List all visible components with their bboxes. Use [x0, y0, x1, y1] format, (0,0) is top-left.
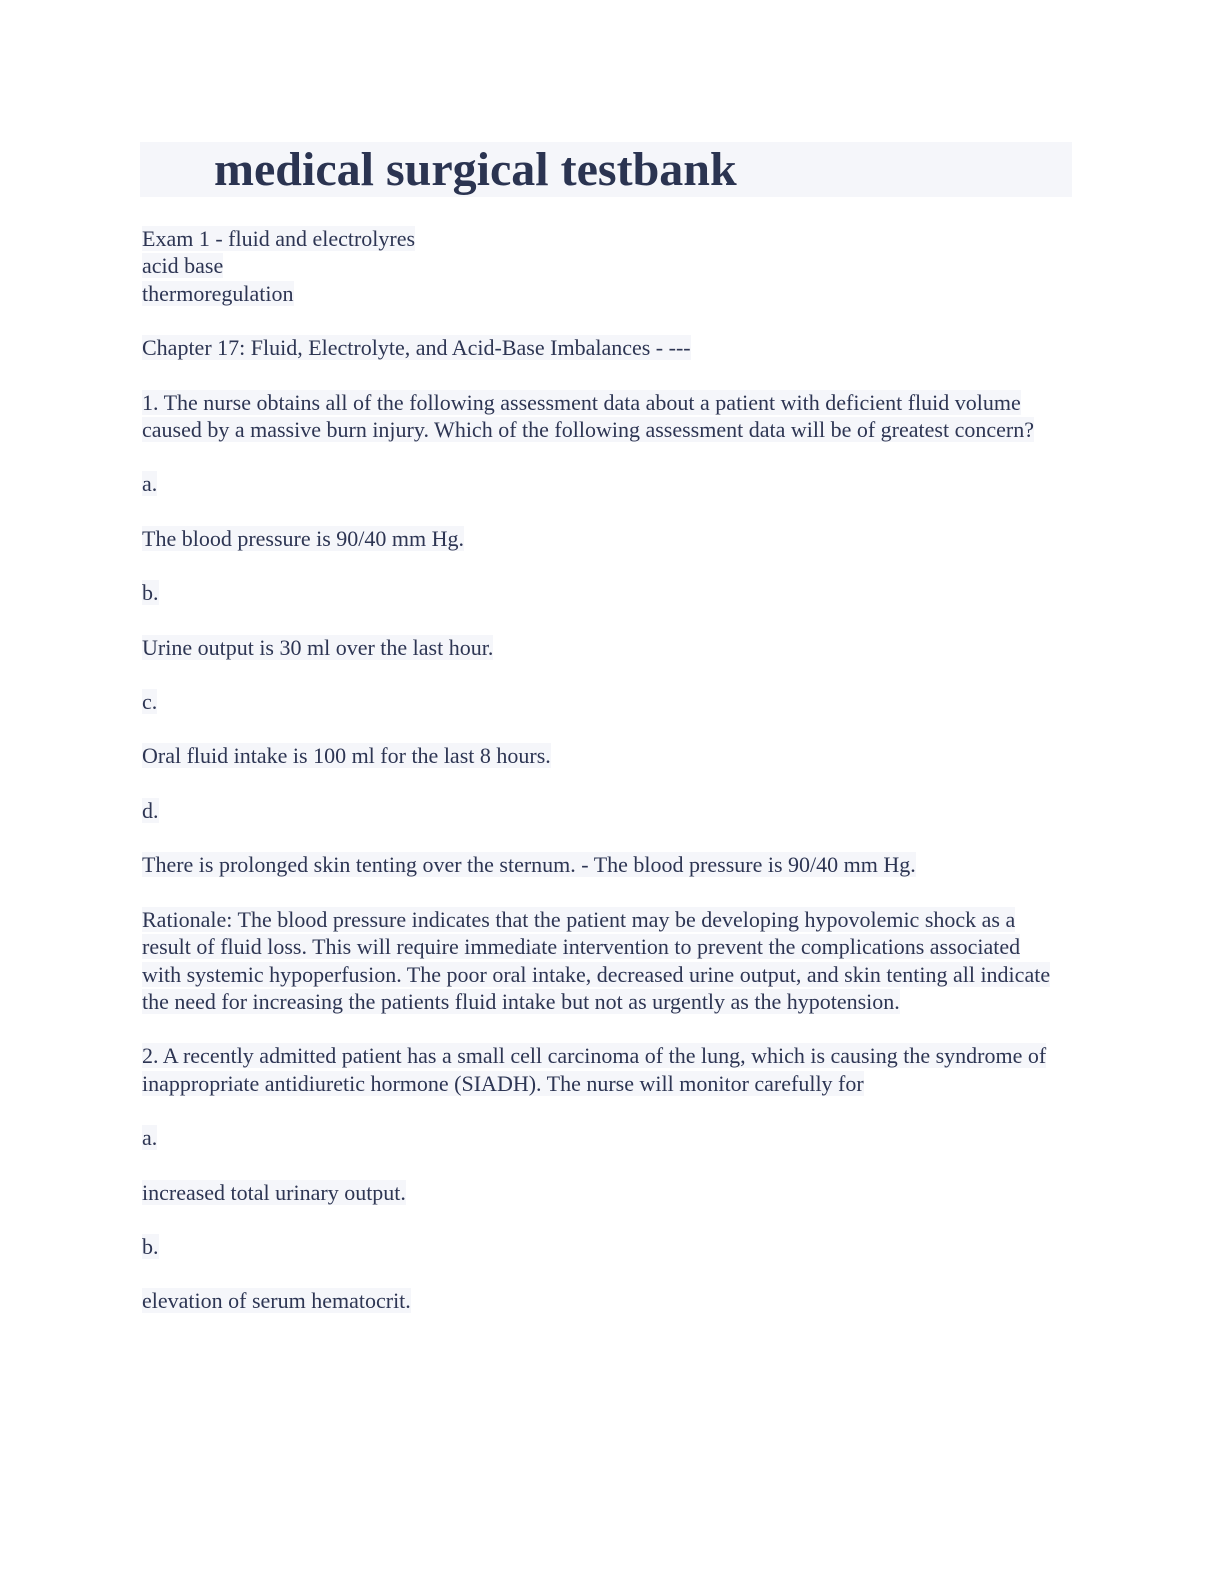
question-1-option-d-letter — [142, 797, 1062, 824]
document-title: medical surgical testbank — [214, 143, 737, 196]
option-letter: a. — [142, 1125, 158, 1151]
question-1-rationale — [142, 906, 1062, 1016]
question-1-option-c-text — [142, 742, 1062, 769]
option-letter: d. — [142, 797, 159, 823]
question-1-option-c-letter — [142, 688, 1062, 715]
question-2-option-a-letter — [142, 1124, 1062, 1151]
document-body — [142, 225, 1062, 1342]
option-text: There is prolonged skin tenting over the sternum. - The blood pressure is 90/40 mm Hg. — [142, 852, 916, 878]
question-stem-text: 2. A recently admitted patient has a small cell carcinoma of the lung, which is causing the syndrome of inappropriate antidiuretic hormone (SIADH). The nurse will monitor carefully for — [142, 1043, 1047, 1096]
question-2-option-b-letter — [142, 1233, 1062, 1260]
option-letter: c. — [142, 689, 158, 715]
question-1-option-a-text — [142, 525, 1062, 552]
question-2-option-b-text — [142, 1287, 1062, 1314]
exam-topic-line: Exam 1 - fluid and electrolyres — [142, 226, 416, 251]
option-text: The blood pressure is 90/40 mm Hg. — [142, 525, 465, 551]
option-text: increased total urinary output. — [142, 1179, 406, 1205]
option-text: elevation of serum hematocrit. — [142, 1288, 411, 1314]
option-letter: b. — [142, 1233, 159, 1259]
question-1-stem — [142, 389, 1062, 444]
exam-topic-line: acid base — [142, 253, 224, 279]
question-2-stem — [142, 1042, 1062, 1097]
option-text: Urine output is 30 ml over the last hour. — [142, 634, 494, 660]
option-text: Oral fluid intake is 100 ml for the last 8 hours. — [142, 743, 551, 769]
question-stem-text: 1. The nurse obtains all of the following assessment data about a patient with deficient fluid volume caused by a massive burn injury. Which of the following assessment data will be of greatest concern? — [142, 389, 1034, 443]
question-1-option-b-text — [142, 634, 1062, 661]
question-1-option-d-text — [142, 851, 1062, 878]
chapter-heading — [142, 334, 1062, 361]
question-1-option-a-letter — [142, 470, 1062, 497]
exam-topic-line: thermoregulation — [142, 280, 294, 306]
chapter-heading-text: Chapter 17: Fluid, Electrolyte, and Acid-Base Imbalances - --- — [142, 335, 691, 361]
question-1-option-b-letter — [142, 579, 1062, 606]
exam-topics — [142, 225, 1062, 307]
option-letter: b. — [142, 580, 159, 606]
question-2-option-a-text — [142, 1179, 1062, 1206]
option-letter: a. — [142, 471, 158, 497]
rationale-text: Rationale: The blood pressure indicates that the patient may be developing hypovolemic shock as a result of fluid loss. This will require immediate intervention to prevent the complications associated with systemic hypoperfusion. The poor oral intake, decreased urine output, and skin tenting all indicate the need for increasing the patients fluid intake but not as urgently as the hypotension. — [142, 906, 1051, 1014]
